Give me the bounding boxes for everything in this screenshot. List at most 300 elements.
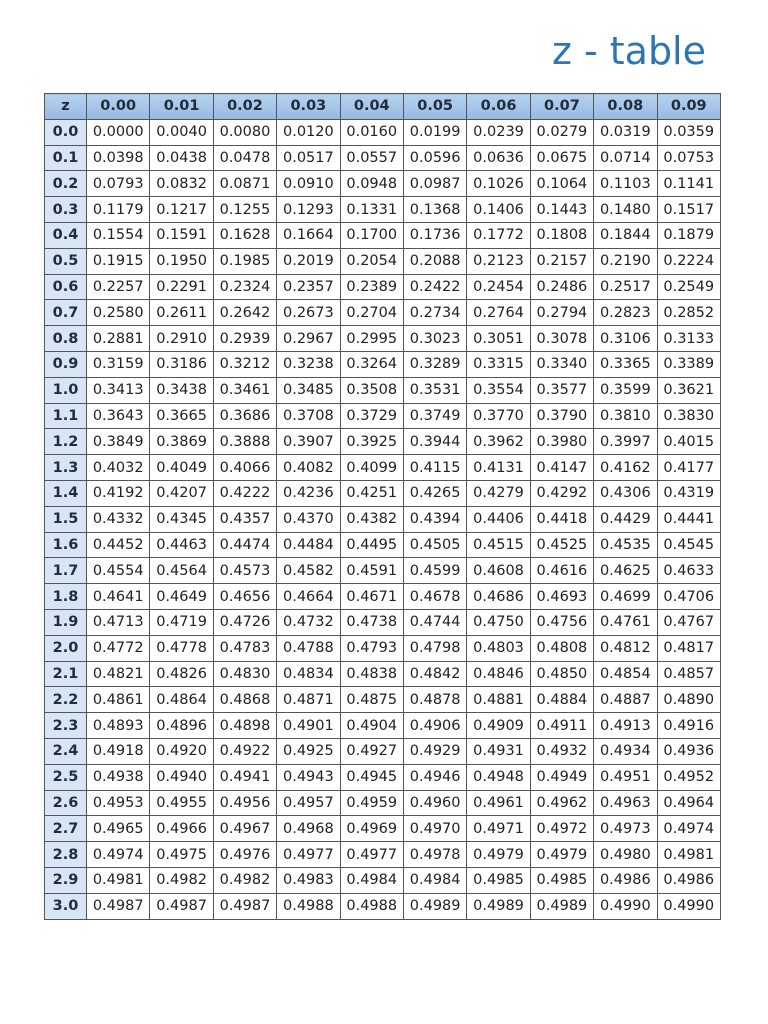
table-row — [45, 403, 721, 429]
table-cell: 0.4916 — [657, 713, 720, 739]
table-cell: 0.4808 — [530, 635, 593, 661]
table-row — [45, 455, 721, 481]
table-row — [45, 119, 721, 145]
table-cell: 0.4988 — [340, 893, 403, 919]
row-header-z: 0.0 — [45, 119, 87, 145]
table-cell: 0.4984 — [403, 867, 466, 893]
row-header-z: 1.4 — [45, 480, 87, 506]
table-cell: 0.4957 — [277, 790, 340, 816]
table-cell: 0.4726 — [213, 609, 276, 635]
row-header-z: 2.2 — [45, 687, 87, 713]
table-row — [45, 584, 721, 610]
table-row — [45, 816, 721, 842]
row-header-z: 1.9 — [45, 609, 87, 635]
table-cell: 0.2704 — [340, 300, 403, 326]
table-cell: 0.4987 — [150, 893, 213, 919]
table-cell: 0.4982 — [150, 867, 213, 893]
table-cell: 0.4953 — [87, 790, 150, 816]
table-cell: 0.4545 — [657, 532, 720, 558]
table-cell: 0.4934 — [594, 738, 657, 764]
row-header-z: 3.0 — [45, 893, 87, 919]
table-cell: 0.3508 — [340, 377, 403, 403]
table-cell: 0.1406 — [467, 197, 530, 223]
table-cell: 0.0080 — [213, 119, 276, 145]
z-table — [44, 93, 721, 920]
table-row — [45, 480, 721, 506]
row-header-z: 2.6 — [45, 790, 87, 816]
table-cell: 0.2852 — [657, 300, 720, 326]
table-cell: 0.2794 — [530, 300, 593, 326]
table-cell: 0.4279 — [467, 480, 530, 506]
table-cell: 0.4515 — [467, 532, 530, 558]
column-header: 0.00 — [87, 94, 150, 120]
table-cell: 0.0040 — [150, 119, 213, 145]
table-cell: 0.4956 — [213, 790, 276, 816]
table-cell: 0.0557 — [340, 145, 403, 171]
table-cell: 0.4761 — [594, 609, 657, 635]
table-cell: 0.4913 — [594, 713, 657, 739]
table-cell: 0.4693 — [530, 584, 593, 610]
table-cell: 0.4884 — [530, 687, 593, 713]
table-cell: 0.4981 — [87, 867, 150, 893]
table-cell: 0.4974 — [87, 842, 150, 868]
table-cell: 0.3413 — [87, 377, 150, 403]
table-cell: 0.2642 — [213, 300, 276, 326]
table-cell: 0.0239 — [467, 119, 530, 145]
table-cell: 0.4608 — [467, 558, 530, 584]
table-row — [45, 842, 721, 868]
table-cell: 0.0753 — [657, 145, 720, 171]
column-header: 0.03 — [277, 94, 340, 120]
table-cell: 0.2019 — [277, 248, 340, 274]
table-cell: 0.4857 — [657, 661, 720, 687]
table-cell: 0.4878 — [403, 687, 466, 713]
column-header: 0.01 — [150, 94, 213, 120]
table-cell: 0.3186 — [150, 351, 213, 377]
table-cell: 0.2517 — [594, 274, 657, 300]
table-cell: 0.4975 — [150, 842, 213, 868]
row-header-z: 2.3 — [45, 713, 87, 739]
table-cell: 0.4706 — [657, 584, 720, 610]
row-header-z: 0.3 — [45, 197, 87, 223]
table-cell: 0.4861 — [87, 687, 150, 713]
table-cell: 0.4940 — [150, 764, 213, 790]
table-cell: 0.4963 — [594, 790, 657, 816]
table-cell: 0.4406 — [467, 506, 530, 532]
table-cell: 0.0832 — [150, 171, 213, 197]
table-cell: 0.2123 — [467, 248, 530, 274]
column-header: 0.02 — [213, 94, 276, 120]
table-cell: 0.3686 — [213, 403, 276, 429]
table-cell: 0.4812 — [594, 635, 657, 661]
table-cell: 0.3461 — [213, 377, 276, 403]
table-cell: 0.4664 — [277, 584, 340, 610]
table-cell: 0.1664 — [277, 222, 340, 248]
table-cell: 0.4974 — [657, 816, 720, 842]
row-header-z: 0.2 — [45, 171, 87, 197]
table-cell: 0.4973 — [594, 816, 657, 842]
table-cell: 0.4952 — [657, 764, 720, 790]
table-cell: 0.4904 — [340, 713, 403, 739]
row-header-z: 0.6 — [45, 274, 87, 300]
table-cell: 0.0199 — [403, 119, 466, 145]
table-cell: 0.4983 — [277, 867, 340, 893]
table-cell: 0.3869 — [150, 429, 213, 455]
table-cell: 0.4798 — [403, 635, 466, 661]
table-cell: 0.4977 — [277, 842, 340, 868]
table-cell: 0.4357 — [213, 506, 276, 532]
table-cell: 0.4955 — [150, 790, 213, 816]
table-cell: 0.1554 — [87, 222, 150, 248]
table-cell: 0.4936 — [657, 738, 720, 764]
table-cell: 0.3159 — [87, 351, 150, 377]
table-cell: 0.3997 — [594, 429, 657, 455]
table-cell: 0.3078 — [530, 326, 593, 352]
table-cell: 0.4931 — [467, 738, 530, 764]
table-cell: 0.4967 — [213, 816, 276, 842]
table-cell: 0.4099 — [340, 455, 403, 481]
table-row — [45, 532, 721, 558]
table-cell: 0.4943 — [277, 764, 340, 790]
table-cell: 0.2389 — [340, 274, 403, 300]
table-cell: 0.4964 — [657, 790, 720, 816]
table-row — [45, 764, 721, 790]
table-cell: 0.4945 — [340, 764, 403, 790]
table-cell: 0.4966 — [150, 816, 213, 842]
table-cell: 0.4699 — [594, 584, 657, 610]
table-cell: 0.3389 — [657, 351, 720, 377]
table-cell: 0.3790 — [530, 403, 593, 429]
table-cell: 0.0438 — [150, 145, 213, 171]
table-cell: 0.4319 — [657, 480, 720, 506]
table-row — [45, 790, 721, 816]
table-cell: 0.4988 — [277, 893, 340, 919]
table-row — [45, 248, 721, 274]
table-cell: 0.4909 — [467, 713, 530, 739]
table-cell: 0.2881 — [87, 326, 150, 352]
table-cell: 0.4452 — [87, 532, 150, 558]
table-row — [45, 197, 721, 223]
table-row — [45, 429, 721, 455]
table-cell: 0.4236 — [277, 480, 340, 506]
table-cell: 0.1628 — [213, 222, 276, 248]
table-cell: 0.4987 — [213, 893, 276, 919]
row-header-z: 2.7 — [45, 816, 87, 842]
table-cell: 0.1480 — [594, 197, 657, 223]
table-cell: 0.0120 — [277, 119, 340, 145]
row-header-z: 2.9 — [45, 867, 87, 893]
table-cell: 0.2611 — [150, 300, 213, 326]
table-cell: 0.3770 — [467, 403, 530, 429]
table-cell: 0.4881 — [467, 687, 530, 713]
table-cell: 0.2823 — [594, 300, 657, 326]
table-row — [45, 713, 721, 739]
table-cell: 0.1217 — [150, 197, 213, 223]
table-row — [45, 300, 721, 326]
table-cell: 0.3438 — [150, 377, 213, 403]
table-cell: 0.4990 — [657, 893, 720, 919]
table-cell: 0.2357 — [277, 274, 340, 300]
table-row — [45, 867, 721, 893]
table-cell: 0.4901 — [277, 713, 340, 739]
table-cell: 0.4960 — [403, 790, 466, 816]
table-cell: 0.2088 — [403, 248, 466, 274]
table-cell: 0.3708 — [277, 403, 340, 429]
table-cell: 0.3315 — [467, 351, 530, 377]
table-cell: 0.2291 — [150, 274, 213, 300]
table-cell: 0.3133 — [657, 326, 720, 352]
table-row — [45, 893, 721, 919]
table-row — [45, 609, 721, 635]
table-cell: 0.0948 — [340, 171, 403, 197]
row-header-z: 0.1 — [45, 145, 87, 171]
table-cell: 0.2910 — [150, 326, 213, 352]
table-cell: 0.3925 — [340, 429, 403, 455]
table-cell: 0.3599 — [594, 377, 657, 403]
table-cell: 0.4868 — [213, 687, 276, 713]
table-cell: 0.4969 — [340, 816, 403, 842]
table-cell: 0.4970 — [403, 816, 466, 842]
table-cell: 0.4633 — [657, 558, 720, 584]
table-cell: 0.4474 — [213, 532, 276, 558]
table-row — [45, 326, 721, 352]
table-cell: 0.4817 — [657, 635, 720, 661]
table-cell: 0.4911 — [530, 713, 593, 739]
table-cell: 0.3907 — [277, 429, 340, 455]
table-cell: 0.4887 — [594, 687, 657, 713]
table-cell: 0.2157 — [530, 248, 593, 274]
table-cell: 0.1443 — [530, 197, 593, 223]
table-cell: 0.4846 — [467, 661, 530, 687]
table-cell: 0.0279 — [530, 119, 593, 145]
table-cell: 0.4842 — [403, 661, 466, 687]
table-cell: 0.4535 — [594, 532, 657, 558]
table-cell: 0.4686 — [467, 584, 530, 610]
table-cell: 0.4732 — [277, 609, 340, 635]
table-cell: 0.2486 — [530, 274, 593, 300]
table-cell: 0.4929 — [403, 738, 466, 764]
table-cell: 0.1179 — [87, 197, 150, 223]
table-cell: 0.4394 — [403, 506, 466, 532]
table-row — [45, 222, 721, 248]
table-cell: 0.4971 — [467, 816, 530, 842]
table-cell: 0.1103 — [594, 171, 657, 197]
table-header — [45, 94, 721, 120]
table-cell: 0.4292 — [530, 480, 593, 506]
table-cell: 0.1331 — [340, 197, 403, 223]
table-cell: 0.4573 — [213, 558, 276, 584]
table-cell: 0.4989 — [403, 893, 466, 919]
column-header: 0.06 — [467, 94, 530, 120]
row-header-z: 1.6 — [45, 532, 87, 558]
table-cell: 0.4332 — [87, 506, 150, 532]
row-header-z: 1.3 — [45, 455, 87, 481]
table-cell: 0.4564 — [150, 558, 213, 584]
table-cell: 0.3554 — [467, 377, 530, 403]
table-cell: 0.4906 — [403, 713, 466, 739]
table-cell: 0.4788 — [277, 635, 340, 661]
table-cell: 0.1368 — [403, 197, 466, 223]
table-cell: 0.4582 — [277, 558, 340, 584]
table-cell: 0.4554 — [87, 558, 150, 584]
table-cell: 0.4082 — [277, 455, 340, 481]
row-header-z: 0.5 — [45, 248, 87, 274]
table-cell: 0.0359 — [657, 119, 720, 145]
table-cell: 0.4946 — [403, 764, 466, 790]
table-cell: 0.1772 — [467, 222, 530, 248]
table-cell: 0.4778 — [150, 635, 213, 661]
table-cell: 0.4920 — [150, 738, 213, 764]
table-cell: 0.4505 — [403, 532, 466, 558]
table-cell: 0.4989 — [467, 893, 530, 919]
table-cell: 0.4932 — [530, 738, 593, 764]
table-cell: 0.4616 — [530, 558, 593, 584]
table-cell: 0.4015 — [657, 429, 720, 455]
table-cell: 0.1915 — [87, 248, 150, 274]
column-header: 0.04 — [340, 94, 403, 120]
header-row — [45, 94, 721, 120]
table-cell: 0.4049 — [150, 455, 213, 481]
table-cell: 0.4972 — [530, 816, 593, 842]
row-header-z: 1.8 — [45, 584, 87, 610]
table-cell: 0.4925 — [277, 738, 340, 764]
table-cell: 0.4767 — [657, 609, 720, 635]
table-cell: 0.0596 — [403, 145, 466, 171]
table-cell: 0.0910 — [277, 171, 340, 197]
table-cell: 0.2580 — [87, 300, 150, 326]
table-cell: 0.4222 — [213, 480, 276, 506]
table-cell: 0.4826 — [150, 661, 213, 687]
table-cell: 0.4265 — [403, 480, 466, 506]
table-cell: 0.4918 — [87, 738, 150, 764]
table-cell: 0.4864 — [150, 687, 213, 713]
column-header: 0.05 — [403, 94, 466, 120]
table-cell: 0.4976 — [213, 842, 276, 868]
table-cell: 0.1700 — [340, 222, 403, 248]
table-cell: 0.4978 — [403, 842, 466, 868]
table-cell: 0.4834 — [277, 661, 340, 687]
table-cell: 0.2734 — [403, 300, 466, 326]
table-cell: 0.4115 — [403, 455, 466, 481]
table-cell: 0.4177 — [657, 455, 720, 481]
table-cell: 0.4977 — [340, 842, 403, 868]
table-cell: 0.4959 — [340, 790, 403, 816]
table-cell: 0.4948 — [467, 764, 530, 790]
table-cell: 0.4649 — [150, 584, 213, 610]
table-cell: 0.1517 — [657, 197, 720, 223]
table-cell: 0.4938 — [87, 764, 150, 790]
table-cell: 0.3106 — [594, 326, 657, 352]
table-cell: 0.1808 — [530, 222, 593, 248]
table-cell: 0.2324 — [213, 274, 276, 300]
table-cell: 0.4990 — [594, 893, 657, 919]
table-cell: 0.4830 — [213, 661, 276, 687]
table-cell: 0.4656 — [213, 584, 276, 610]
table-cell: 0.4147 — [530, 455, 593, 481]
column-header: 0.09 — [657, 94, 720, 120]
table-cell: 0.4850 — [530, 661, 593, 687]
table-cell: 0.0793 — [87, 171, 150, 197]
table-cell: 0.2190 — [594, 248, 657, 274]
column-header: 0.07 — [530, 94, 593, 120]
table-cell: 0.0000 — [87, 119, 150, 145]
table-cell: 0.4738 — [340, 609, 403, 635]
table-cell: 0.4066 — [213, 455, 276, 481]
table-cell: 0.4961 — [467, 790, 530, 816]
table-cell: 0.4979 — [467, 842, 530, 868]
table-cell: 0.4207 — [150, 480, 213, 506]
table-cell: 0.0987 — [403, 171, 466, 197]
table-cell: 0.0517 — [277, 145, 340, 171]
table-cell: 0.4750 — [467, 609, 530, 635]
table-cell: 0.4989 — [530, 893, 593, 919]
table-cell: 0.3962 — [467, 429, 530, 455]
table-cell: 0.4951 — [594, 764, 657, 790]
table-row — [45, 145, 721, 171]
row-header-z: 2.8 — [45, 842, 87, 868]
table-cell: 0.4985 — [467, 867, 530, 893]
row-header-z: 1.0 — [45, 377, 87, 403]
table-cell: 0.0478 — [213, 145, 276, 171]
table-row — [45, 738, 721, 764]
table-cell: 0.0714 — [594, 145, 657, 171]
table-cell: 0.3577 — [530, 377, 593, 403]
table-cell: 0.4962 — [530, 790, 593, 816]
table-cell: 0.4591 — [340, 558, 403, 584]
row-header-z: 2.1 — [45, 661, 87, 687]
table-cell: 0.4968 — [277, 816, 340, 842]
table-cell: 0.4713 — [87, 609, 150, 635]
table-cell: 0.3531 — [403, 377, 466, 403]
table-cell: 0.4793 — [340, 635, 403, 661]
table-cell: 0.3289 — [403, 351, 466, 377]
table-cell: 0.4854 — [594, 661, 657, 687]
table-cell: 0.4890 — [657, 687, 720, 713]
table-cell: 0.0398 — [87, 145, 150, 171]
table-cell: 0.0319 — [594, 119, 657, 145]
row-header-z: 0.8 — [45, 326, 87, 352]
table-cell: 0.4192 — [87, 480, 150, 506]
table-cell: 0.0871 — [213, 171, 276, 197]
table-row — [45, 635, 721, 661]
table-cell: 0.4821 — [87, 661, 150, 687]
table-cell: 0.2995 — [340, 326, 403, 352]
table-cell: 0.4625 — [594, 558, 657, 584]
table-cell: 0.4418 — [530, 506, 593, 532]
table-cell: 0.4987 — [87, 893, 150, 919]
table-cell: 0.2224 — [657, 248, 720, 274]
row-header-z: 1.1 — [45, 403, 87, 429]
table-cell: 0.3810 — [594, 403, 657, 429]
table-cell: 0.4965 — [87, 816, 150, 842]
table-row — [45, 661, 721, 687]
table-cell: 0.4382 — [340, 506, 403, 532]
table-cell: 0.4949 — [530, 764, 593, 790]
table-cell: 0.3621 — [657, 377, 720, 403]
table-body — [45, 119, 721, 919]
table-cell: 0.1879 — [657, 222, 720, 248]
table-cell: 0.4803 — [467, 635, 530, 661]
table-cell: 0.4306 — [594, 480, 657, 506]
table-cell: 0.4032 — [87, 455, 150, 481]
table-row — [45, 377, 721, 403]
table-cell: 0.3849 — [87, 429, 150, 455]
table-cell: 0.0636 — [467, 145, 530, 171]
table-cell: 0.4495 — [340, 532, 403, 558]
table-cell: 0.1844 — [594, 222, 657, 248]
table-cell: 0.3830 — [657, 403, 720, 429]
table-cell: 0.4941 — [213, 764, 276, 790]
